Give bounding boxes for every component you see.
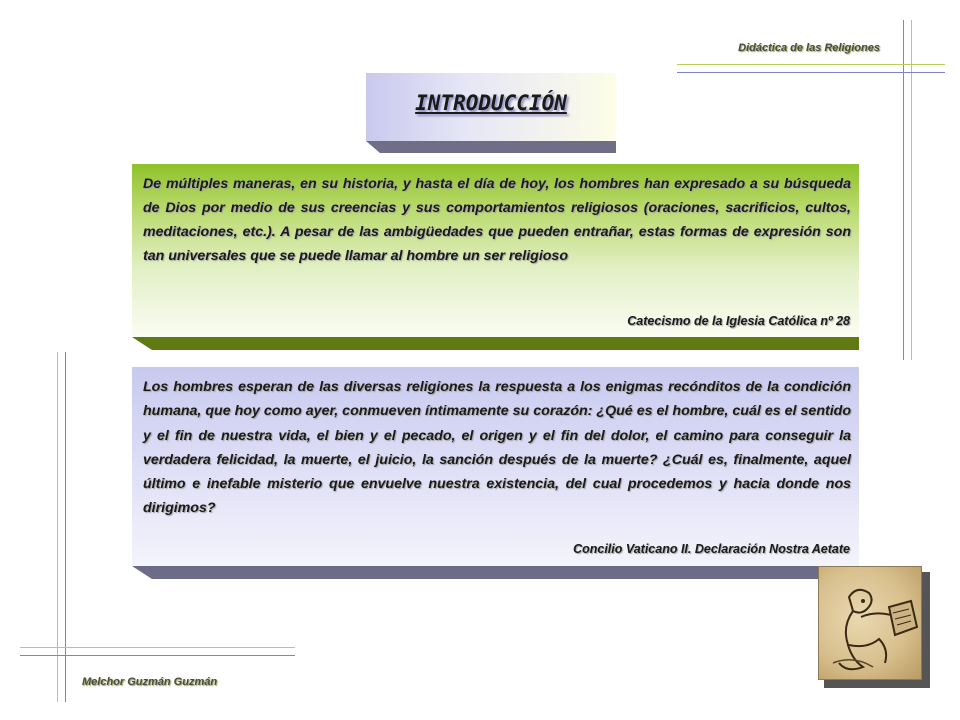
top-right-horizontal-line-green	[677, 64, 945, 65]
quote-box-catechism	[132, 164, 859, 350]
bottom-left-horizontal-line-blue	[20, 655, 295, 656]
page-title: INTRODUCCIÓN	[415, 91, 567, 115]
title-bevel	[366, 141, 616, 153]
course-title: Didáctica de las Religiones	[738, 42, 880, 54]
ancient-sculptor-relief-icon	[818, 566, 922, 680]
bottom-left-horizontal-line-green	[20, 647, 295, 648]
top-right-vertical-line-green	[911, 20, 912, 360]
top-right-horizontal-line-blue	[677, 72, 945, 73]
quote-source: Concilio Vaticano II. Declaración Nostra Aetate	[573, 542, 850, 556]
quote-source: Catecismo de la Iglesia Católica nº 28	[627, 314, 850, 328]
bottom-left-vertical-line-blue	[65, 352, 66, 702]
title-block	[366, 73, 616, 153]
quote-box-bevel	[132, 566, 859, 579]
quote-box-vatican	[132, 367, 859, 579]
quote-box-bevel	[132, 337, 859, 350]
illustration	[818, 566, 926, 684]
bottom-left-vertical-line-green	[57, 352, 58, 702]
quote-text: Los hombres esperan de las diversas religiones la respuesta a los enigmas recónditos de la condición humana, que hoy como ayer, conmueven íntimamente su corazón: ¿Qué es el hombre, cuál es el sentido y el fin de nuestra vida, el bien y el pecado, el origen y el fin del dolor, el camino para conseguir la verdadera felicidad, la muerte, el juicio, la sanción después de la muerte? ¿Cuál es, finalmente, aquel último e inefable misterio que envuelve nuestra existencia, del cual procedemos y hacia donde nos dirigimos?	[143, 379, 851, 517]
top-right-vertical-line-blue	[903, 20, 904, 360]
quote-text: De múltiples maneras, en su historia, y hasta el día de hoy, los hombres han expresado a su búsqueda de Dios por medio de sus creencias y sus comportamientos religiosos (oraciones, sacrificios, cultos, meditaciones, etc.). A pesar de las ambigüedades que pueden entrañar, estas formas de expresión son tan universales que se puede llamar al hombre un ser religioso	[143, 176, 851, 264]
author-name: Melchor Guzmán Guzmán	[82, 676, 218, 688]
